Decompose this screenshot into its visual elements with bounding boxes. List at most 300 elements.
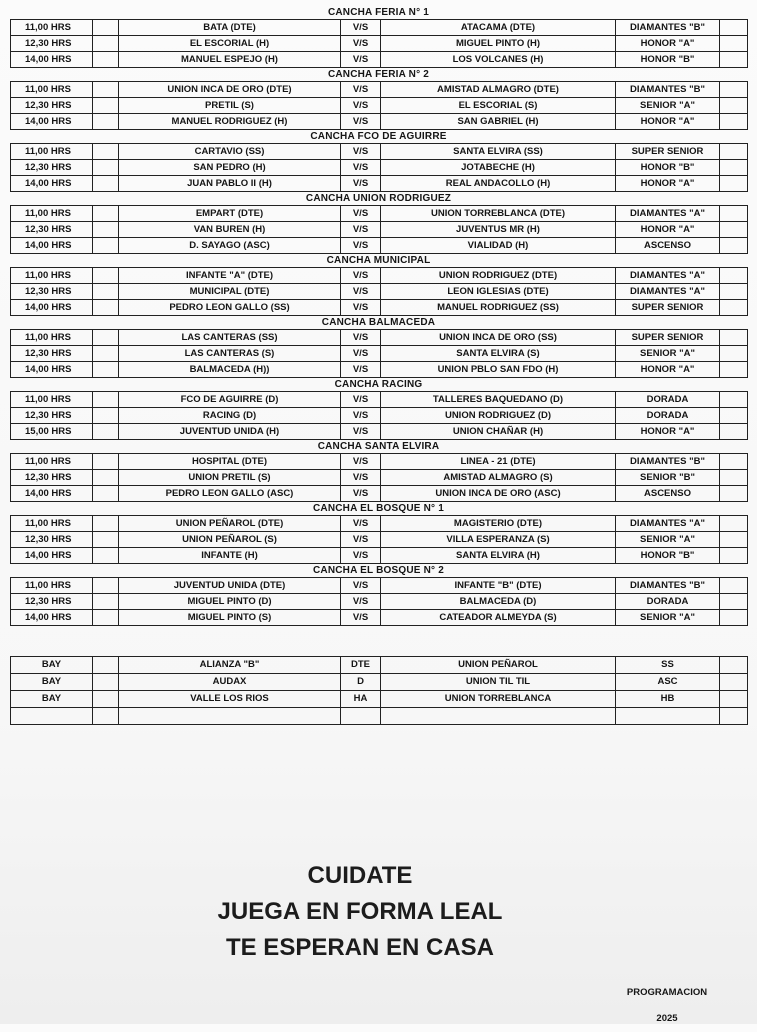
away-team: VIALIDAD (H) xyxy=(381,238,616,254)
blank-cell xyxy=(93,408,119,424)
blank-cell xyxy=(720,674,748,691)
versus-label: V/S xyxy=(341,206,381,222)
match-category: ASCENSO xyxy=(616,486,720,502)
match-time: 12,30 HRS xyxy=(11,222,93,238)
versus-label: V/S xyxy=(341,424,381,440)
versus-label: V/S xyxy=(341,470,381,486)
versus-label: V/S xyxy=(341,408,381,424)
versus-label: V/S xyxy=(341,52,381,68)
program-year: 2025 xyxy=(656,1013,678,1024)
blank-cell xyxy=(720,708,748,725)
match-category: SUPER SENIOR xyxy=(616,144,720,160)
match-category: SUPER SENIOR xyxy=(616,300,720,316)
blank-cell xyxy=(93,657,119,674)
away-team: JOTABECHE (H) xyxy=(381,160,616,176)
match-time: 12,30 HRS xyxy=(11,98,93,114)
away-team: UNION PBLO SAN FDO (H) xyxy=(381,362,616,378)
away-team: LINEA - 21 (DTE) xyxy=(381,454,616,470)
match-time: 14,00 HRS xyxy=(11,176,93,192)
blank-cell xyxy=(720,408,748,424)
match-category: DIAMANTES "A" xyxy=(616,516,720,532)
venue-title: CANCHA SANTA ELVIRA xyxy=(317,441,440,452)
blank-cell xyxy=(720,206,748,222)
home-team: PRETIL (S) xyxy=(119,98,341,114)
bye-code: D xyxy=(341,674,381,691)
home-team: UNION PEÑAROL (S) xyxy=(119,532,341,548)
away-team: UNION CHAÑAR (H) xyxy=(381,424,616,440)
match-table xyxy=(10,515,748,564)
table-row xyxy=(11,284,748,300)
blank-cell xyxy=(93,268,119,284)
blank-cell xyxy=(720,330,748,346)
blank-cell xyxy=(93,424,119,440)
blank-cell xyxy=(93,346,119,362)
blank-cell xyxy=(720,20,748,36)
match-category: SENIOR "A" xyxy=(616,532,720,548)
blank-cell xyxy=(93,206,119,222)
table-row xyxy=(11,300,748,316)
home-team: LAS CANTERAS (S) xyxy=(119,346,341,362)
table-row xyxy=(11,454,748,470)
bye-team: ALIANZA "B" xyxy=(119,657,341,674)
match-time: 14,00 HRS xyxy=(11,486,93,502)
versus-label: V/S xyxy=(341,578,381,594)
versus-label: V/S xyxy=(341,594,381,610)
match-category: DIAMANTES "B" xyxy=(616,82,720,98)
table-row xyxy=(11,346,748,362)
table-row xyxy=(11,674,748,691)
program-label: PROGRAMACION xyxy=(626,987,708,998)
table-row xyxy=(11,176,748,192)
away-team: LEON IGLESIAS (DTE) xyxy=(381,284,616,300)
blank-cell xyxy=(720,238,748,254)
venue-section xyxy=(10,378,747,440)
venue-title: CANCHA FCO DE AGUIRRE xyxy=(310,131,447,142)
match-category: HONOR "A" xyxy=(616,424,720,440)
table-row xyxy=(11,20,748,36)
match-table xyxy=(10,19,748,68)
venue-section xyxy=(10,254,747,316)
venue-title: CANCHA FERIA N° 1 xyxy=(327,7,430,18)
table-row xyxy=(11,486,748,502)
blank-cell xyxy=(93,160,119,176)
match-table xyxy=(10,391,748,440)
bye-abbr: SS xyxy=(616,657,720,674)
empty-row xyxy=(11,708,748,725)
match-time: 11,00 HRS xyxy=(11,268,93,284)
home-team: UNION PRETIL (S) xyxy=(119,470,341,486)
match-category: HONOR "A" xyxy=(616,36,720,52)
match-category: HONOR "A" xyxy=(616,114,720,130)
match-category: SENIOR "A" xyxy=(616,346,720,362)
match-category: HONOR "A" xyxy=(616,362,720,378)
home-team: EL ESCORIAL (H) xyxy=(119,36,341,52)
venue-section xyxy=(10,68,747,130)
match-time: 14,00 HRS xyxy=(11,300,93,316)
schedule-sheet xyxy=(10,6,747,725)
match-time: 12,30 HRS xyxy=(11,346,93,362)
match-category: DIAMANTES "A" xyxy=(616,206,720,222)
match-category: SENIOR "A" xyxy=(616,610,720,626)
bye-team: VALLE LOS RIOS xyxy=(119,691,341,708)
table-row xyxy=(11,268,748,284)
match-category: SUPER SENIOR xyxy=(616,330,720,346)
match-time: 12,30 HRS xyxy=(11,594,93,610)
blank-cell xyxy=(93,594,119,610)
versus-label: V/S xyxy=(341,362,381,378)
match-time: 11,00 HRS xyxy=(11,82,93,98)
versus-label: V/S xyxy=(341,532,381,548)
away-team: AMISTAD ALMAGRO (DTE) xyxy=(381,82,616,98)
away-team: SANTA ELVIRA (S) xyxy=(381,346,616,362)
match-table xyxy=(10,205,748,254)
bye-abbr: HB xyxy=(616,691,720,708)
footer-line-2: JUEGA EN FORMA LEAL xyxy=(217,898,503,925)
home-team: JUAN PABLO II (H) xyxy=(119,176,341,192)
footer-message xyxy=(150,858,570,966)
away-team: INFANTE "B" (DTE) xyxy=(381,578,616,594)
match-category: DIAMANTES "B" xyxy=(616,20,720,36)
versus-label: V/S xyxy=(341,454,381,470)
match-category: DORADA xyxy=(616,408,720,424)
bye-opponent: UNION TIL TIL xyxy=(381,674,616,691)
table-row xyxy=(11,516,748,532)
match-time: 14,00 HRS xyxy=(11,362,93,378)
table-row xyxy=(11,330,748,346)
table-row xyxy=(11,222,748,238)
home-team: MANUEL ESPEJO (H) xyxy=(119,52,341,68)
blank-cell xyxy=(720,36,748,52)
blank-cell xyxy=(93,610,119,626)
home-team: HOSPITAL (DTE) xyxy=(119,454,341,470)
away-team: UNION RODRIGUEZ (D) xyxy=(381,408,616,424)
blank-cell xyxy=(720,516,748,532)
home-team: MUNICIPAL (DTE) xyxy=(119,284,341,300)
table-row xyxy=(11,36,748,52)
match-time: 14,00 HRS xyxy=(11,238,93,254)
match-time: 11,00 HRS xyxy=(11,454,93,470)
blank-cell xyxy=(93,674,119,691)
table-row xyxy=(11,114,748,130)
home-team: UNION PEÑAROL (DTE) xyxy=(119,516,341,532)
versus-label: V/S xyxy=(341,222,381,238)
match-category: DIAMANTES "B" xyxy=(616,454,720,470)
match-table xyxy=(10,577,748,626)
versus-label: V/S xyxy=(341,176,381,192)
venue-section xyxy=(10,564,747,626)
spacer xyxy=(10,626,747,656)
home-team: PEDRO LEON GALLO (ASC) xyxy=(119,486,341,502)
table-row xyxy=(11,362,748,378)
match-time: 12,30 HRS xyxy=(11,36,93,52)
blank-cell xyxy=(93,548,119,564)
home-team: JUVENTUD UNIDA (H) xyxy=(119,424,341,440)
table-row xyxy=(11,238,748,254)
home-team: PEDRO LEON GALLO (SS) xyxy=(119,300,341,316)
blank-cell xyxy=(720,300,748,316)
away-team: MAGISTERIO (DTE) xyxy=(381,516,616,532)
table-row xyxy=(11,98,748,114)
match-time: 11,00 HRS xyxy=(11,20,93,36)
bye-opponent: UNION PEÑAROL xyxy=(381,657,616,674)
bye-table xyxy=(10,656,748,725)
blank-cell xyxy=(720,160,748,176)
blank-cell xyxy=(93,516,119,532)
versus-label: V/S xyxy=(341,268,381,284)
blank-cell xyxy=(93,454,119,470)
match-category: HONOR "B" xyxy=(616,548,720,564)
table-row xyxy=(11,392,748,408)
bye-label: BAY xyxy=(11,657,93,674)
blank-cell xyxy=(720,284,748,300)
blank-cell xyxy=(93,82,119,98)
versus-label: V/S xyxy=(341,82,381,98)
match-category: SENIOR "B" xyxy=(616,470,720,486)
blank-cell xyxy=(93,470,119,486)
blank-cell xyxy=(720,362,748,378)
blank-cell xyxy=(93,691,119,708)
blank-cell xyxy=(720,532,748,548)
blank-cell xyxy=(720,144,748,160)
match-time: 11,00 HRS xyxy=(11,206,93,222)
match-time: 14,00 HRS xyxy=(11,548,93,564)
versus-label: V/S xyxy=(341,486,381,502)
match-category: DORADA xyxy=(616,594,720,610)
bye-team: AUDAX xyxy=(119,674,341,691)
blank-cell xyxy=(720,52,748,68)
versus-label: V/S xyxy=(341,160,381,176)
blank-cell xyxy=(720,657,748,674)
venue-title: CANCHA UNION RODRIGUEZ xyxy=(305,193,452,204)
table-row xyxy=(11,548,748,564)
home-team: RACING (D) xyxy=(119,408,341,424)
away-team: MIGUEL PINTO (H) xyxy=(381,36,616,52)
blank-cell xyxy=(93,532,119,548)
away-team: SANTA ELVIRA (SS) xyxy=(381,144,616,160)
venue-title: CANCHA RACING xyxy=(334,379,423,390)
home-team: INFANTE (H) xyxy=(119,548,341,564)
home-team: INFANTE "A" (DTE) xyxy=(119,268,341,284)
blank-cell xyxy=(93,330,119,346)
bye-label: BAY xyxy=(11,674,93,691)
match-table xyxy=(10,329,748,378)
table-row xyxy=(11,610,748,626)
match-time: 14,00 HRS xyxy=(11,610,93,626)
home-team: SAN PEDRO (H) xyxy=(119,160,341,176)
blank-cell xyxy=(93,114,119,130)
versus-label: V/S xyxy=(341,284,381,300)
match-time: 12,30 HRS xyxy=(11,532,93,548)
blank-cell xyxy=(93,36,119,52)
venue-title: CANCHA EL BOSQUE N° 1 xyxy=(313,503,444,514)
table-row xyxy=(11,657,748,674)
blank-cell xyxy=(93,144,119,160)
match-time: 15,00 HRS xyxy=(11,424,93,440)
match-time: 11,00 HRS xyxy=(11,144,93,160)
table-row xyxy=(11,408,748,424)
versus-label: V/S xyxy=(341,20,381,36)
blank-cell xyxy=(93,222,119,238)
match-time: 11,00 HRS xyxy=(11,392,93,408)
away-team: UNION RODRIGUEZ (DTE) xyxy=(381,268,616,284)
program-stamp xyxy=(612,980,722,1032)
match-time: 12,30 HRS xyxy=(11,470,93,486)
home-team: BATA (DTE) xyxy=(119,20,341,36)
versus-label: V/S xyxy=(341,346,381,362)
home-team: CARTAVIO (SS) xyxy=(119,144,341,160)
blank-cell xyxy=(93,238,119,254)
blank-cell xyxy=(93,362,119,378)
blank-cell xyxy=(93,52,119,68)
versus-label: V/S xyxy=(341,98,381,114)
blank-cell xyxy=(720,486,748,502)
blank-cell xyxy=(720,176,748,192)
table-row xyxy=(11,424,748,440)
venue-section xyxy=(10,502,747,564)
table-row xyxy=(11,52,748,68)
away-team: TALLERES BAQUEDANO (D) xyxy=(381,392,616,408)
blank-cell xyxy=(93,176,119,192)
blank-cell xyxy=(93,486,119,502)
home-team: LAS CANTERAS (SS) xyxy=(119,330,341,346)
blank-cell xyxy=(720,82,748,98)
match-category: HONOR "B" xyxy=(616,52,720,68)
match-category: DIAMANTES "B" xyxy=(616,578,720,594)
match-time: 14,00 HRS xyxy=(11,52,93,68)
away-team: CATEADOR ALMEYDA (S) xyxy=(381,610,616,626)
venue-section xyxy=(10,316,747,378)
footer-line-3: TE ESPERAN EN CASA xyxy=(225,934,495,961)
table-row xyxy=(11,206,748,222)
match-category: ASCENSO xyxy=(616,238,720,254)
blank-cell xyxy=(720,222,748,238)
bye-code: HA xyxy=(341,691,381,708)
home-team: UNION INCA DE ORO (DTE) xyxy=(119,82,341,98)
bye-opponent: UNION TORREBLANCA xyxy=(381,691,616,708)
match-time: 11,00 HRS xyxy=(11,578,93,594)
versus-label: V/S xyxy=(341,610,381,626)
match-time: 12,30 HRS xyxy=(11,284,93,300)
table-row xyxy=(11,144,748,160)
away-team: ATACAMA (DTE) xyxy=(381,20,616,36)
venue-title: CANCHA EL BOSQUE N° 2 xyxy=(313,565,444,576)
blank-cell xyxy=(93,20,119,36)
versus-label: V/S xyxy=(341,238,381,254)
venue-section xyxy=(10,440,747,502)
away-team: VILLA ESPERANZA (S) xyxy=(381,532,616,548)
match-time: 14,00 HRS xyxy=(11,114,93,130)
match-time: 11,00 HRS xyxy=(11,330,93,346)
home-team: MIGUEL PINTO (S) xyxy=(119,610,341,626)
away-team: SAN GABRIEL (H) xyxy=(381,114,616,130)
blank-cell xyxy=(720,392,748,408)
venue-section xyxy=(10,6,747,68)
blank-cell xyxy=(720,610,748,626)
table-row xyxy=(11,532,748,548)
match-table xyxy=(10,267,748,316)
venue-title: CANCHA BALMACEDA xyxy=(321,317,436,328)
match-category: DIAMANTES "A" xyxy=(616,268,720,284)
versus-label: V/S xyxy=(341,516,381,532)
table-row xyxy=(11,82,748,98)
away-team: UNION TORREBLANCA (DTE) xyxy=(381,206,616,222)
blank-cell xyxy=(93,578,119,594)
home-team: VAN BUREN (H) xyxy=(119,222,341,238)
blank-cell xyxy=(720,346,748,362)
versus-label: V/S xyxy=(341,300,381,316)
versus-label: V/S xyxy=(341,330,381,346)
blank-cell xyxy=(616,708,720,725)
home-team: D. SAYAGO (ASC) xyxy=(119,238,341,254)
blank-cell xyxy=(93,98,119,114)
blank-cell xyxy=(720,548,748,564)
away-team: LOS VOLCANES (H) xyxy=(381,52,616,68)
blank-cell xyxy=(341,708,381,725)
home-team: BALMACEDA (H)) xyxy=(119,362,341,378)
match-category: HONOR "B" xyxy=(616,160,720,176)
match-category: DIAMANTES "A" xyxy=(616,284,720,300)
venue-title: CANCHA MUNICIPAL xyxy=(326,255,431,266)
away-team: UNION INCA DE ORO (ASC) xyxy=(381,486,616,502)
blank-cell xyxy=(720,594,748,610)
match-table xyxy=(10,81,748,130)
away-team: UNION INCA DE ORO (SS) xyxy=(381,330,616,346)
away-team: REAL ANDACOLLO (H) xyxy=(381,176,616,192)
match-category: SENIOR "A" xyxy=(616,98,720,114)
blank-cell xyxy=(93,300,119,316)
bye-abbr: ASC xyxy=(616,674,720,691)
home-team: MANUEL RODRIGUEZ (H) xyxy=(119,114,341,130)
blank-cell xyxy=(720,454,748,470)
blank-cell xyxy=(93,284,119,300)
versus-label: V/S xyxy=(341,144,381,160)
blank-cell xyxy=(11,708,93,725)
blank-cell xyxy=(720,691,748,708)
match-time: 12,30 HRS xyxy=(11,160,93,176)
footer-line-1: CUIDATE xyxy=(307,862,413,889)
blank-cell xyxy=(720,578,748,594)
away-team: JUVENTUS MR (H) xyxy=(381,222,616,238)
versus-label: V/S xyxy=(341,36,381,52)
away-team: BALMACEDA (D) xyxy=(381,594,616,610)
home-team: FCO DE AGUIRRE (D) xyxy=(119,392,341,408)
away-team: AMISTAD ALMAGRO (S) xyxy=(381,470,616,486)
table-row xyxy=(11,594,748,610)
home-team: JUVENTUD UNIDA (DTE) xyxy=(119,578,341,594)
match-table xyxy=(10,143,748,192)
blank-cell xyxy=(720,470,748,486)
away-team: MANUEL RODRIGUEZ (SS) xyxy=(381,300,616,316)
home-team: MIGUEL PINTO (D) xyxy=(119,594,341,610)
match-category: HONOR "A" xyxy=(616,222,720,238)
home-team: EMPART (DTE) xyxy=(119,206,341,222)
venue-section xyxy=(10,192,747,254)
away-team: EL ESCORIAL (S) xyxy=(381,98,616,114)
blank-cell xyxy=(720,268,748,284)
venue-title: CANCHA FERIA N° 2 xyxy=(327,69,430,80)
blank-cell xyxy=(720,98,748,114)
blank-cell xyxy=(381,708,616,725)
match-category: DORADA xyxy=(616,392,720,408)
venue-section xyxy=(10,130,747,192)
table-row xyxy=(11,691,748,708)
match-table xyxy=(10,453,748,502)
blank-cell xyxy=(720,424,748,440)
versus-label: V/S xyxy=(341,114,381,130)
bye-code: DTE xyxy=(341,657,381,674)
match-category: HONOR "A" xyxy=(616,176,720,192)
blank-cell xyxy=(93,392,119,408)
